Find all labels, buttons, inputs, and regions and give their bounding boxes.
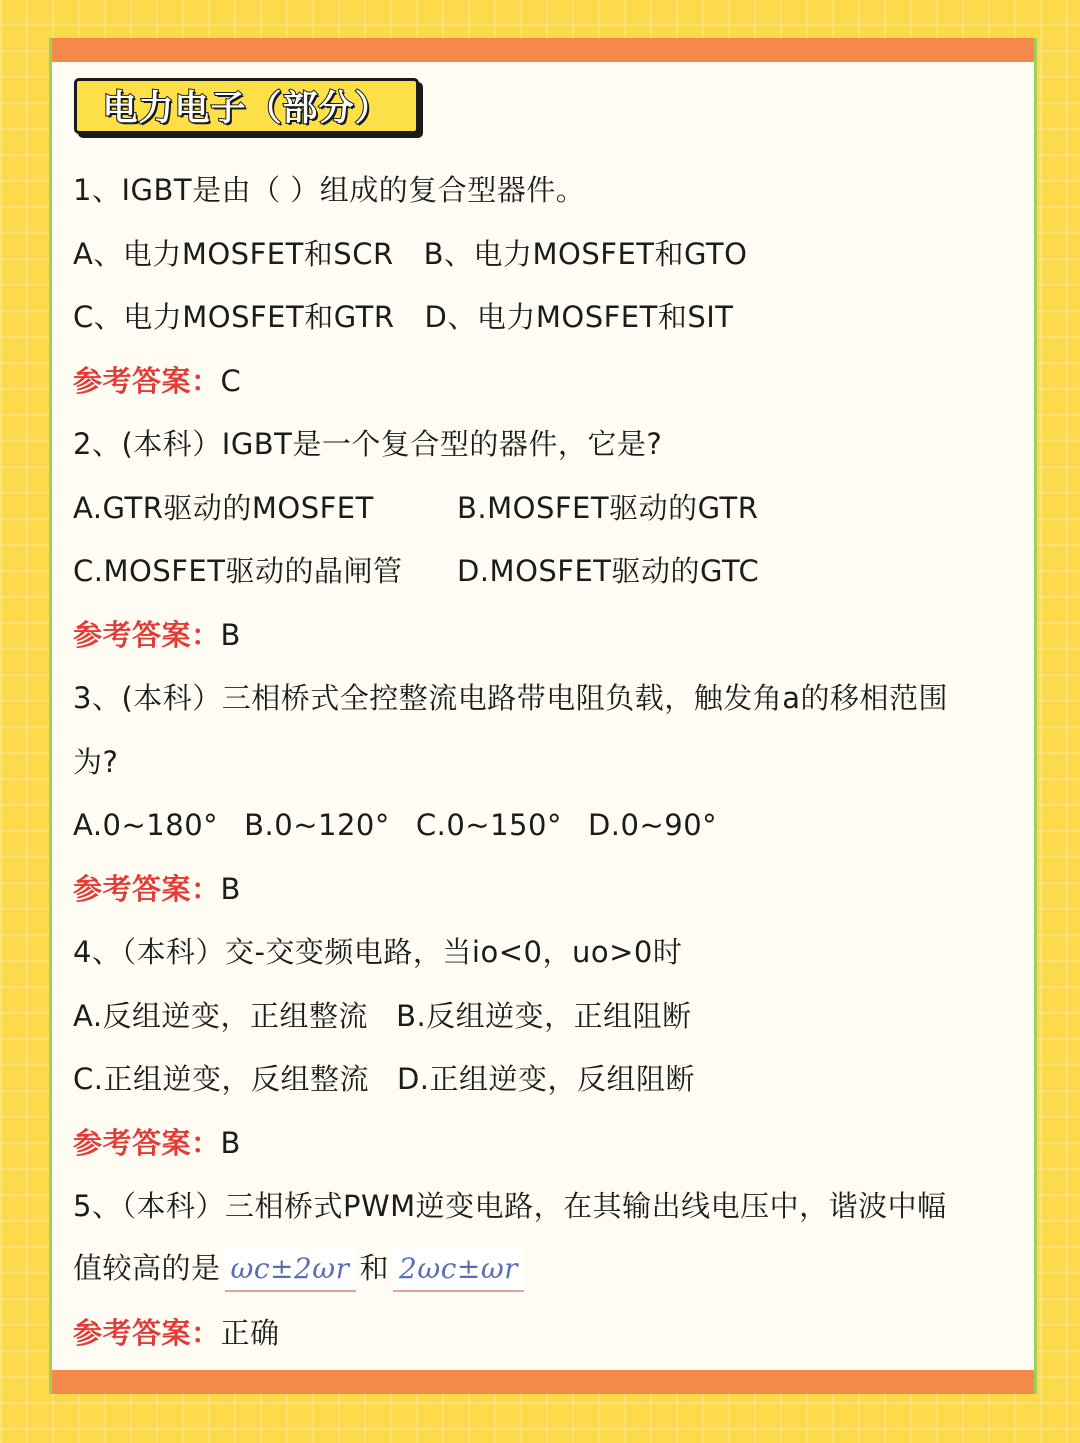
question-card: [49, 38, 1037, 1394]
q5-answer: [73, 1313, 280, 1353]
q5-question-line1: 5、（本科）三相桥式PWM逆变电路，在其输出线电压中，谐波中幅: [73, 1189, 947, 1223]
q2-option-b: B.MOSFET驱动的GTR: [457, 491, 759, 525]
q1-option-d: D、电力MOSFET和SIT: [424, 300, 734, 334]
q1-option-b: B、电力MOSFET和GTO: [423, 237, 748, 271]
q1-answer-label: 参考答案：: [73, 364, 221, 398]
q1-option-a: A、电力MOSFET和SCR: [73, 237, 394, 271]
q1-answer-value: C: [220, 364, 242, 398]
q4-option-a: A.反组逆变，正组整流: [73, 999, 369, 1033]
q3-option-c: C.0~150°: [415, 808, 562, 842]
q5-formula-2: 2ωc±ωr: [393, 1248, 524, 1292]
q1-options-row1: [73, 234, 747, 274]
q4-option-c: C.正组逆变，反组整流: [73, 1062, 369, 1096]
q2-option-d: D.MOSFET驱动的GTC: [457, 554, 760, 588]
q5-question-line2: [73, 1248, 528, 1292]
q4-option-d: D.正组逆变，反组阻断: [396, 1062, 696, 1096]
bottom-accent-bar: [52, 1370, 1034, 1394]
q4-answer-label: 参考答案：: [73, 1126, 221, 1160]
q1-option-c: C、电力MOSFET和GTR: [73, 300, 395, 334]
q2-question: 2、(本科）IGBT是一个复合型的器件，它是?: [73, 427, 663, 461]
q2-option-c: C.MOSFET驱动的晶闸管: [73, 554, 403, 588]
q1-options-row2: [73, 297, 734, 337]
q2-option-a: A.GTR驱动的MOSFET: [73, 491, 374, 525]
title-badge: [74, 78, 419, 134]
q3-answer-label: 参考答案：: [73, 872, 221, 906]
q2-answer-value: B: [220, 618, 241, 652]
q1-answer: [73, 361, 241, 401]
q5-conjunction: 和: [359, 1251, 390, 1285]
q3-option-b: B.0~120°: [244, 808, 390, 842]
page-title: 电力电子（部分）: [102, 89, 391, 129]
q2-answer-label: 参考答案：: [73, 618, 221, 652]
top-accent-bar: [52, 38, 1034, 62]
q3-answer: [73, 869, 241, 909]
q3-question-line2: 为?: [73, 745, 119, 779]
q4-options-row1: [73, 996, 692, 1036]
q2-options-row1: [73, 488, 758, 528]
q2-options-row2: [73, 551, 759, 591]
q3-options: [73, 805, 717, 845]
q4-answer: [73, 1123, 241, 1163]
q4-question: 4、（本科）交-交变频电路，当io<0，uo>0时: [73, 935, 683, 969]
q4-options-row2: [73, 1059, 695, 1099]
q4-answer-value: B: [220, 1126, 241, 1160]
q3-option-a: A.0~180°: [73, 808, 219, 842]
q3-question-line1: 3、(本科）三相桥式全控整流电路带电阻负载，触发角a的移相范围: [73, 681, 949, 715]
q5-question-prefix: 值较高的是: [73, 1251, 221, 1285]
q2-answer: [73, 615, 241, 655]
q4-option-b: B.反组逆变，正组阻断: [396, 999, 692, 1033]
q3-option-d: D.0~90°: [587, 808, 718, 842]
q3-answer-value: B: [220, 872, 241, 906]
q5-answer-label: 参考答案：: [73, 1316, 221, 1350]
q1-question: 1、IGBT是由（ ）组成的复合型器件。: [73, 173, 586, 207]
q5-formula-1: ωc±2ωr: [225, 1248, 356, 1292]
q5-answer-value: 正确: [220, 1316, 280, 1350]
